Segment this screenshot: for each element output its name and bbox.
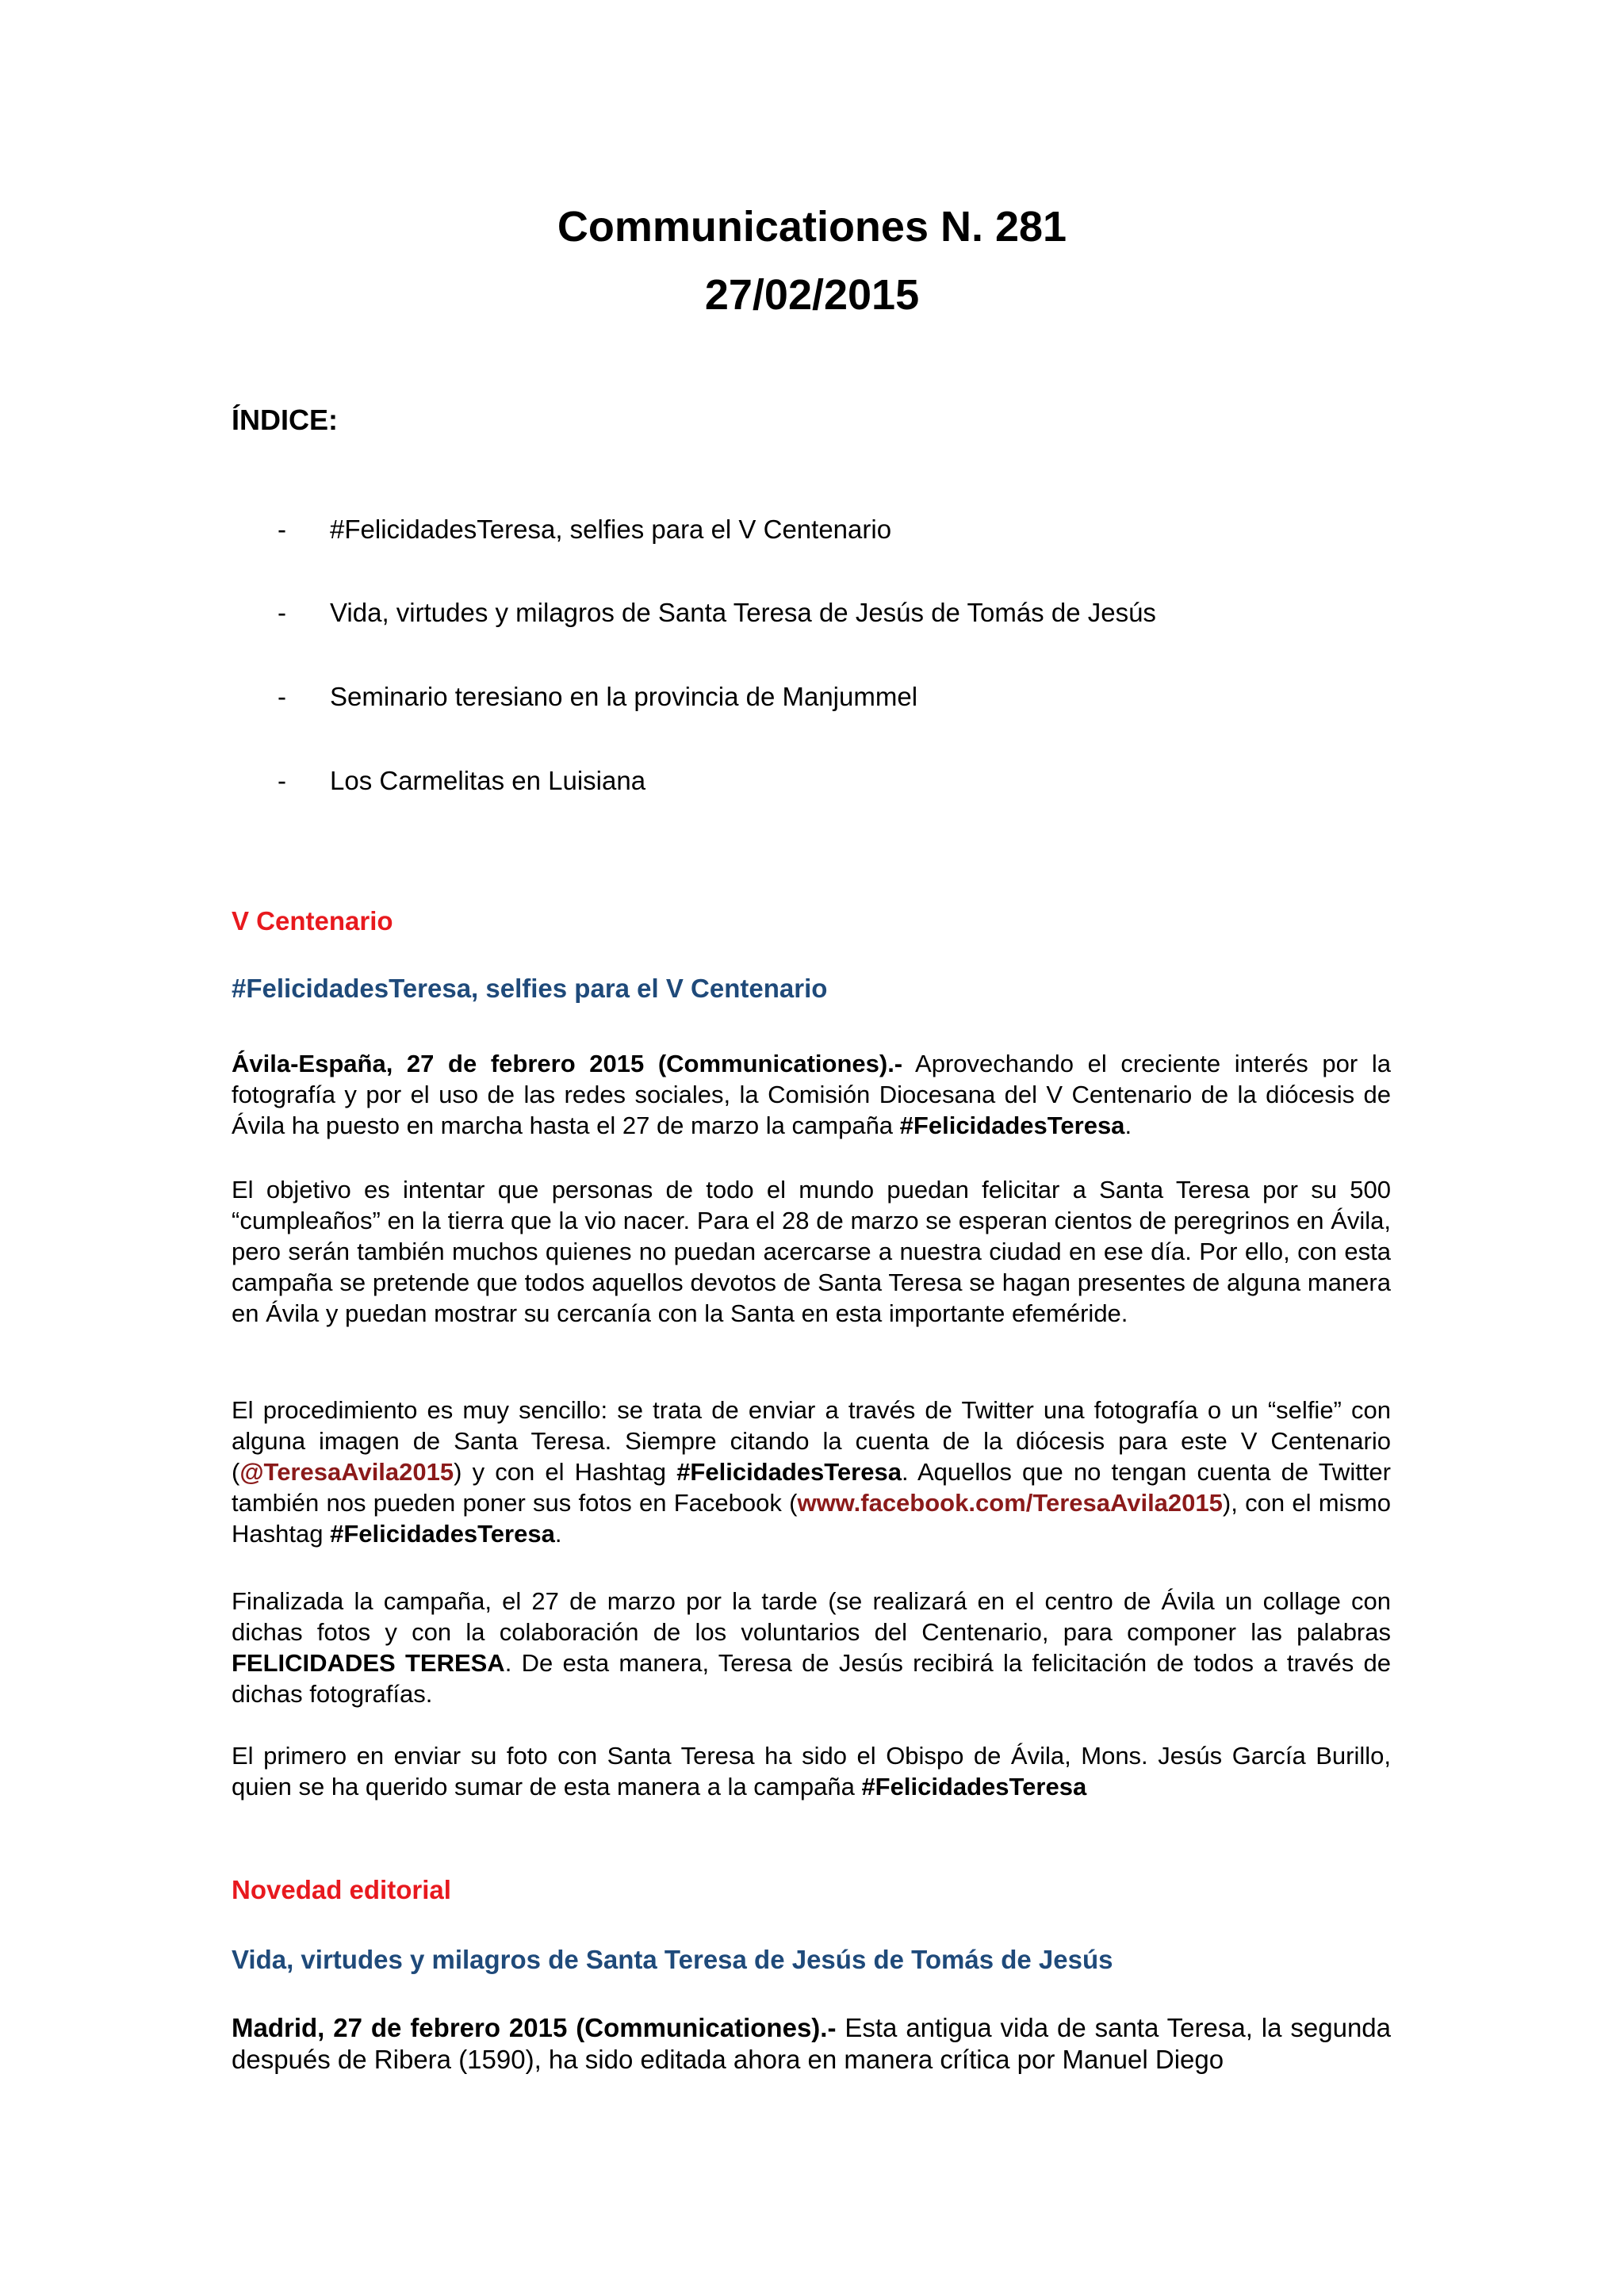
index-item-text: Vida, virtudes y milagros de Santa Teresa de Jesús de Tomás de Jesús xyxy=(330,598,1156,627)
dateline: Madrid, 27 de febrero 2015 (Communicationes).- xyxy=(232,2013,837,2042)
section-heading: #FelicidadesTeresa, selfies para el V Centenario xyxy=(232,974,828,1003)
index-item-text: Los Carmelitas en Luisiana xyxy=(330,766,646,795)
paragraph-text: ), con el mismo Hashtag xyxy=(232,1489,1391,1548)
index-bullet: - xyxy=(278,515,286,544)
article-paragraph xyxy=(232,1395,1391,1549)
paragraph-text: . xyxy=(1124,1112,1132,1139)
twitter-handle-link[interactable]: @TeresaAvila2015 xyxy=(239,1458,454,1486)
hashtag: #FelicidadesTeresa xyxy=(861,1773,1087,1800)
index-heading: ÍNDICE: xyxy=(232,404,338,436)
dateline: Ávila-España, 27 de febrero 2015 (Communicationes).- xyxy=(232,1050,903,1077)
index-item-text: Seminario teresiano en la provincia de Manjummel xyxy=(330,682,918,711)
hashtag: #FelicidadesTeresa xyxy=(330,1520,555,1548)
index-bullet: - xyxy=(278,766,286,795)
paragraph-text: ) y con el Hashtag xyxy=(454,1458,677,1486)
bold-phrase: FELICIDADES TERESA xyxy=(232,1649,505,1677)
article-paragraph xyxy=(232,2012,1391,2076)
paragraph-text: . Aquellos que no tengan cuenta de Twitter también nos pueden poner sus fotos en Facebook ( xyxy=(232,1458,1391,1517)
article-paragraph xyxy=(232,1048,1391,1141)
facebook-url-link[interactable]: www.facebook.com/TeresaAvila2015 xyxy=(797,1489,1223,1517)
paragraph-text: El procedimiento es muy sencillo: se trata de enviar a través de Twitter una fotografía o un “selfie” con alguna imagen de Santa Teresa. Siempre citando la cuenta de la diócesis para este V Centenario ( xyxy=(232,1396,1391,1486)
paragraph-text: . De esta manera, Teresa de Jesús recibirá la felicitación de todos a través de dichas fotografías. xyxy=(232,1649,1391,1708)
section-heading: Vida, virtudes y milagros de Santa Teresa de Jesús de Tomás de Jesús xyxy=(232,1945,1113,1974)
hashtag: #FelicidadesTeresa xyxy=(676,1458,902,1486)
paragraph-text: El primero en enviar su foto con Santa Teresa ha sido el Obispo de Ávila, Mons. Jesús García Burillo, quien se ha querido sumar de esta manera a la campaña xyxy=(232,1742,1391,1800)
article-paragraph: El objetivo es intentar que personas de todo el mundo puedan felicitar a Santa Teresa por su 500 “cumpleaños” en la tierra que la vio nacer. Para el 28 de marzo se esperan cientos de peregrinos en Ávila, pero serán también muchos quienes no puedan acercarse a nuestra ciudad en ese día. Por ello, con esta campaña se pretende que todos aquellos devotos de Santa Teresa se hagan presentes de alguna manera en Ávila y puedan mostrar su cercanía con la Santa en esta importante efeméride. xyxy=(232,1176,1391,1327)
document-date: 27/02/2015 xyxy=(704,271,920,319)
index-item-text: #FelicidadesTeresa, selfies para el V Centenario xyxy=(330,515,892,544)
paragraph-text: Esta antigua vida de santa Teresa, la segunda después de Ribera (1590), ha sido editada ahora en manera crítica por Manuel Diego xyxy=(232,2013,1392,2074)
index-bullet: - xyxy=(278,598,286,627)
paragraph-text: . xyxy=(554,1520,562,1548)
article-paragraph xyxy=(232,1740,1391,1802)
section-category: Novedad editorial xyxy=(232,1875,451,1904)
section-category: V Centenario xyxy=(232,906,393,936)
document-title: Communicationes N. 281 xyxy=(557,203,1067,251)
paragraph-text: Finalizada la campaña, el 27 de marzo por la tarde (se realizará en el centro de Ávila un collage con dichas fotos y con la colaboración de los voluntarios del Centenario, para componer las palabras xyxy=(232,1587,1391,1646)
paragraph-text: Aprovechando el creciente interés por la fotografía y por el uso de las redes sociales, la Comisión Diocesana del V Centenario de la diócesis de Ávila ha puesto en marcha hasta el 27 de marzo la campaña xyxy=(232,1050,1391,1139)
hashtag: #FelicidadesTeresa xyxy=(899,1112,1125,1139)
index-bullet: - xyxy=(278,682,286,711)
article-paragraph xyxy=(232,1586,1391,1709)
